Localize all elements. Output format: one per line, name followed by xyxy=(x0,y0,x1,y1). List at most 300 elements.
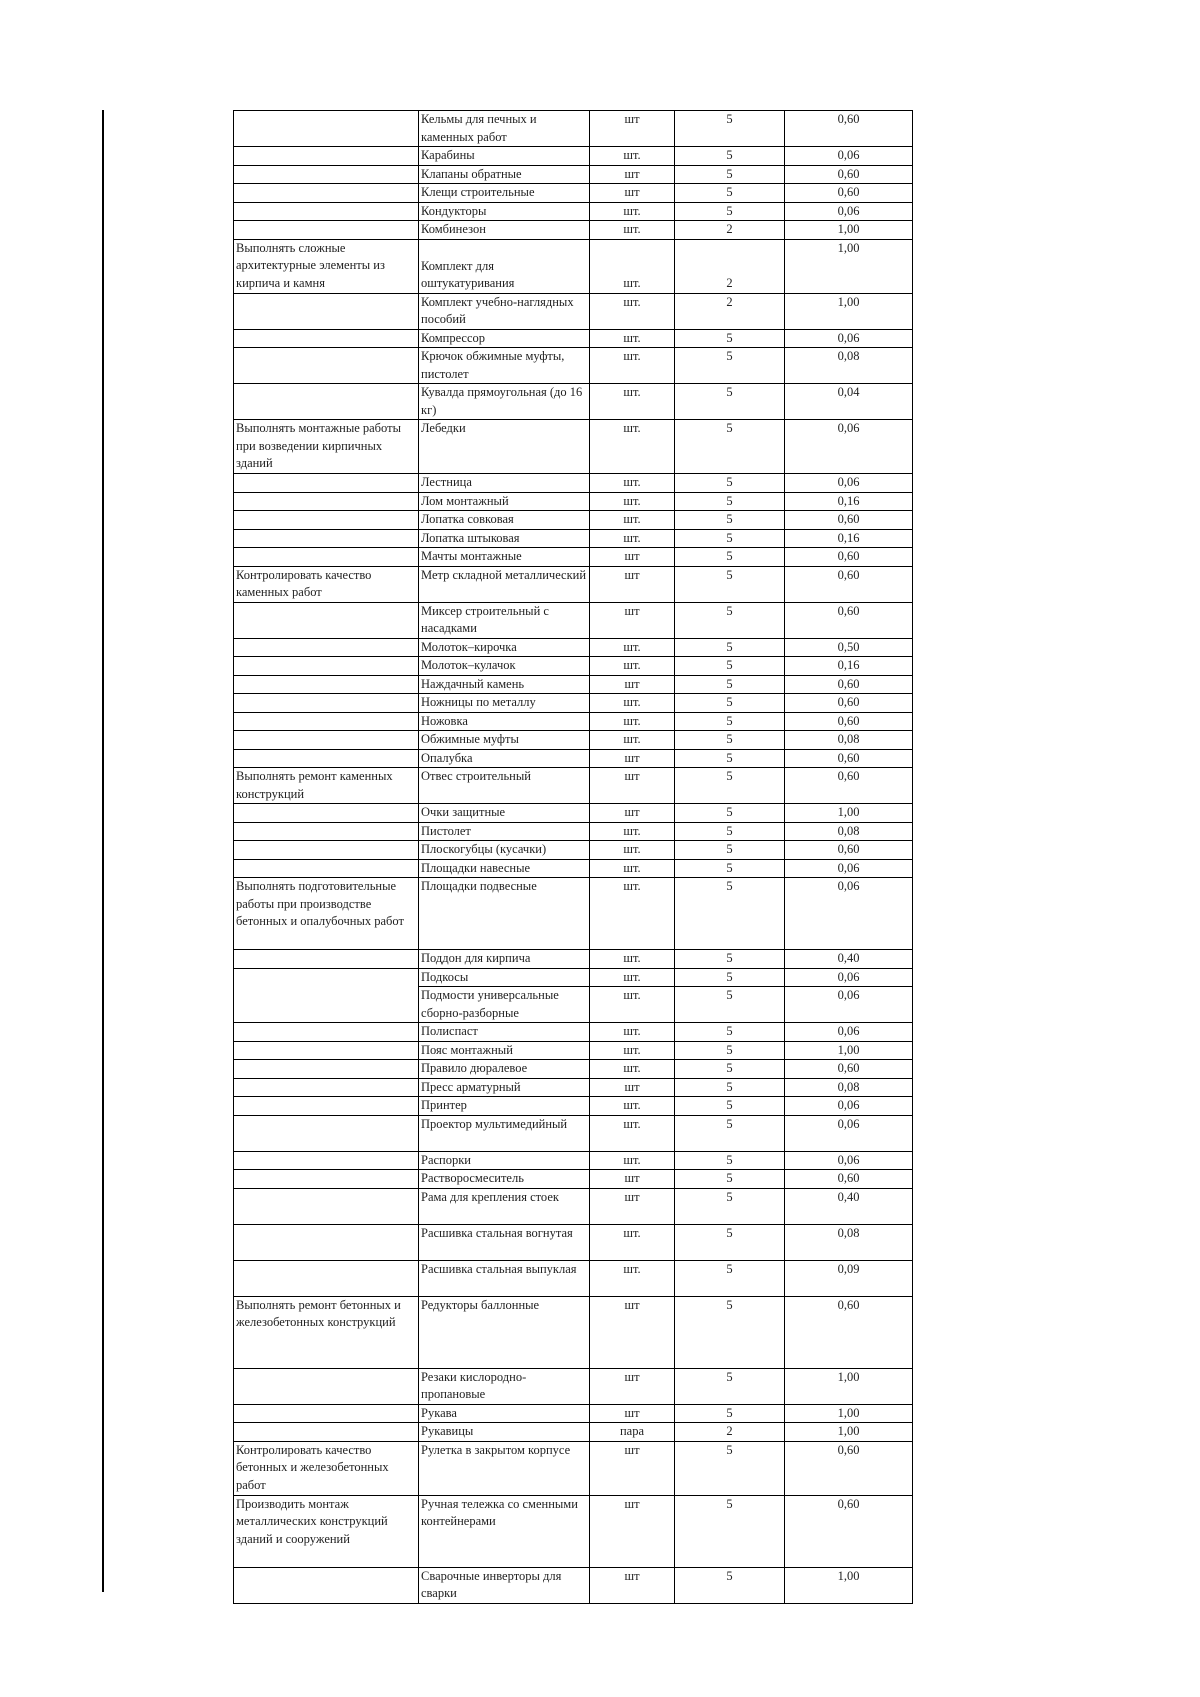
table-row xyxy=(234,804,913,823)
qty-cell: 5 xyxy=(675,602,785,638)
item-cell: Лопатка совковая xyxy=(419,511,590,530)
qty-cell: 5 xyxy=(675,165,785,184)
unit-cell: шт xyxy=(590,675,675,694)
coef-cell: 0,16 xyxy=(785,492,913,511)
item-cell: Поддон для кирпича xyxy=(419,950,590,969)
item-cell: Площадки подвесные xyxy=(419,878,590,950)
unit-cell: шт xyxy=(590,566,675,602)
item-cell: Комплект для оштукатуривания xyxy=(419,239,590,293)
table-row xyxy=(234,111,913,147)
unit-cell: шт. xyxy=(590,420,675,474)
unit-cell: шт. xyxy=(590,221,675,240)
item-cell: Карабины xyxy=(419,147,590,166)
coef-cell: 0,06 xyxy=(785,1151,913,1170)
item-cell: Рулетка в закрытом корпусе xyxy=(419,1441,590,1495)
item-cell: Рукава xyxy=(419,1404,590,1423)
coef-cell: 0,60 xyxy=(785,675,913,694)
unit-cell: шт. xyxy=(590,293,675,329)
unit-cell: шт. xyxy=(590,657,675,676)
qty-cell: 5 xyxy=(675,1060,785,1079)
task-cell xyxy=(234,202,419,221)
task-cell xyxy=(234,1368,419,1404)
unit-cell: шт xyxy=(590,1567,675,1603)
coef-cell: 0,16 xyxy=(785,529,913,548)
item-cell: Полиспаст xyxy=(419,1023,590,1042)
item-cell: Кельмы для печных и каменных работ xyxy=(419,111,590,147)
qty-cell: 5 xyxy=(675,859,785,878)
task-cell xyxy=(234,384,419,420)
qty-cell: 5 xyxy=(675,749,785,768)
item-cell: Рукавицы xyxy=(419,1423,590,1442)
task-cell xyxy=(234,348,419,384)
table-row xyxy=(234,822,913,841)
unit-cell: шт. xyxy=(590,1260,675,1296)
table-row xyxy=(234,968,913,987)
coef-cell: 0,60 xyxy=(785,749,913,768)
qty-cell: 5 xyxy=(675,1441,785,1495)
coef-cell: 0,09 xyxy=(785,1260,913,1296)
coef-cell: 0,60 xyxy=(785,111,913,147)
task-cell xyxy=(234,950,419,969)
task-cell xyxy=(234,1041,419,1060)
table-row xyxy=(234,638,913,657)
table-row xyxy=(234,768,913,804)
table-row xyxy=(234,221,913,240)
item-cell: Подмости универсальные сборно-разборные xyxy=(419,987,590,1023)
qty-cell: 5 xyxy=(675,1023,785,1042)
item-cell: Расшивка стальная вогнутая xyxy=(419,1224,590,1260)
item-cell: Опалубка xyxy=(419,749,590,768)
item-cell: Мачты монтажные xyxy=(419,548,590,567)
unit-cell: шт. xyxy=(590,1023,675,1042)
coef-cell: 0,08 xyxy=(785,822,913,841)
qty-cell: 5 xyxy=(675,657,785,676)
task-cell xyxy=(234,329,419,348)
unit-cell: шт. xyxy=(590,1115,675,1151)
task-cell xyxy=(234,111,419,147)
table-row xyxy=(234,1404,913,1423)
coef-cell: 0,16 xyxy=(785,657,913,676)
coef-cell: 0,06 xyxy=(785,859,913,878)
qty-cell: 5 xyxy=(675,1260,785,1296)
unit-cell: шт. xyxy=(590,529,675,548)
coef-cell: 1,00 xyxy=(785,1041,913,1060)
coef-cell: 0,60 xyxy=(785,768,913,804)
qty-cell: 5 xyxy=(675,548,785,567)
task-cell xyxy=(234,602,419,638)
table-row xyxy=(234,184,913,203)
item-cell: Распорки xyxy=(419,1151,590,1170)
task-cell xyxy=(234,1224,419,1260)
coef-cell: 0,06 xyxy=(785,329,913,348)
item-cell: Очки защитные xyxy=(419,804,590,823)
unit-cell: шт. xyxy=(590,239,675,293)
qty-cell: 2 xyxy=(675,1423,785,1442)
item-cell: Принтер xyxy=(419,1097,590,1116)
item-cell: Лопатка штыковая xyxy=(419,529,590,548)
coef-cell: 0,08 xyxy=(785,731,913,750)
coef-cell: 0,60 xyxy=(785,1060,913,1079)
unit-cell: шт. xyxy=(590,1224,675,1260)
unit-cell: шт. xyxy=(590,329,675,348)
qty-cell: 5 xyxy=(675,638,785,657)
table-row xyxy=(234,348,913,384)
item-cell: Обжимные муфты xyxy=(419,731,590,750)
table-row xyxy=(234,147,913,166)
task-cell xyxy=(234,822,419,841)
table-row xyxy=(234,474,913,493)
unit-cell: пара xyxy=(590,1423,675,1442)
table-row xyxy=(234,1441,913,1495)
item-cell: Крючок обжимные муфты, пистолет xyxy=(419,348,590,384)
coef-cell: 0,06 xyxy=(785,420,913,474)
coef-cell: 0,60 xyxy=(785,1495,913,1567)
table-row xyxy=(234,1260,913,1296)
coef-cell: 0,08 xyxy=(785,348,913,384)
qty-cell: 5 xyxy=(675,1567,785,1603)
qty-cell: 5 xyxy=(675,420,785,474)
coef-cell: 0,06 xyxy=(785,474,913,493)
task-cell xyxy=(234,1097,419,1116)
item-cell: Комплект учебно-наглядных пособий xyxy=(419,293,590,329)
item-cell: Пистолет xyxy=(419,822,590,841)
unit-cell: шт. xyxy=(590,1097,675,1116)
item-cell: Лебедки xyxy=(419,420,590,474)
item-cell: Молоток–кулачок xyxy=(419,657,590,676)
unit-cell: шт xyxy=(590,1495,675,1567)
task-cell xyxy=(234,968,419,1023)
coef-cell: 0,60 xyxy=(785,548,913,567)
unit-cell: шт. xyxy=(590,348,675,384)
unit-cell: шт. xyxy=(590,731,675,750)
task-cell: Выполнять монтажные работы при возведении кирпичных зданий xyxy=(234,420,419,474)
task-cell: Контролировать качество каменных работ xyxy=(234,566,419,602)
coef-cell: 0,60 xyxy=(785,712,913,731)
unit-cell: шт xyxy=(590,1368,675,1404)
item-cell: Кондукторы xyxy=(419,202,590,221)
item-cell: Метр складной металлический xyxy=(419,566,590,602)
qty-cell: 5 xyxy=(675,675,785,694)
task-cell xyxy=(234,1188,419,1224)
item-cell: Плоскогубцы (кусачки) xyxy=(419,841,590,860)
item-cell: Молоток–кирочка xyxy=(419,638,590,657)
qty-cell: 5 xyxy=(675,1296,785,1368)
table-row xyxy=(234,1170,913,1189)
table-row xyxy=(234,529,913,548)
coef-cell: 0,08 xyxy=(785,1224,913,1260)
table-row xyxy=(234,712,913,731)
unit-cell: шт. xyxy=(590,384,675,420)
unit-cell: шт. xyxy=(590,1041,675,1060)
task-cell: Выполнять подготовительные работы при производстве бетонных и опалубочных работ xyxy=(234,878,419,950)
coef-cell: 0,06 xyxy=(785,1023,913,1042)
qty-cell: 5 xyxy=(675,1495,785,1567)
coef-cell: 0,60 xyxy=(785,1441,913,1495)
table-row xyxy=(234,239,913,293)
table-row xyxy=(234,749,913,768)
qty-cell: 5 xyxy=(675,694,785,713)
task-cell xyxy=(234,147,419,166)
unit-cell: шт. xyxy=(590,841,675,860)
unit-cell: шт. xyxy=(590,511,675,530)
qty-cell: 2 xyxy=(675,221,785,240)
table-row xyxy=(234,384,913,420)
coef-cell: 0,60 xyxy=(785,165,913,184)
table-row xyxy=(234,1423,913,1442)
coef-cell: 0,60 xyxy=(785,566,913,602)
unit-cell: шт. xyxy=(590,878,675,950)
coef-cell: 0,06 xyxy=(785,987,913,1023)
task-cell xyxy=(234,731,419,750)
task-cell xyxy=(234,841,419,860)
equipment-table xyxy=(233,110,913,1604)
item-cell: Резаки кислородно-пропановые xyxy=(419,1368,590,1404)
task-cell xyxy=(234,1023,419,1042)
coef-cell: 0,08 xyxy=(785,1078,913,1097)
qty-cell: 5 xyxy=(675,1188,785,1224)
coef-cell: 0,06 xyxy=(785,878,913,950)
table-row xyxy=(234,1224,913,1260)
task-cell xyxy=(234,184,419,203)
table-row xyxy=(234,492,913,511)
qty-cell: 2 xyxy=(675,239,785,293)
table-row xyxy=(234,1115,913,1151)
unit-cell: шт xyxy=(590,602,675,638)
task-cell: Контролировать качество бетонных и железобетонных работ xyxy=(234,1441,419,1495)
coef-cell: 0,50 xyxy=(785,638,913,657)
item-cell: Расшивка стальная выпуклая xyxy=(419,1260,590,1296)
coef-cell: 1,00 xyxy=(785,239,913,293)
item-cell: Сварочные инверторы для сварки xyxy=(419,1567,590,1603)
coef-cell: 1,00 xyxy=(785,1567,913,1603)
task-cell xyxy=(234,1567,419,1603)
task-cell xyxy=(234,694,419,713)
unit-cell: шт xyxy=(590,548,675,567)
qty-cell: 5 xyxy=(675,566,785,602)
item-cell: Рама для крепления стоек xyxy=(419,1188,590,1224)
task-cell xyxy=(234,1423,419,1442)
unit-cell: шт. xyxy=(590,492,675,511)
table-row xyxy=(234,1097,913,1116)
item-cell: Площадки навесные xyxy=(419,859,590,878)
table-row xyxy=(234,1188,913,1224)
coef-cell: 0,60 xyxy=(785,602,913,638)
qty-cell: 5 xyxy=(675,1151,785,1170)
qty-cell: 5 xyxy=(675,511,785,530)
unit-cell: шт. xyxy=(590,202,675,221)
coef-cell: 0,40 xyxy=(785,950,913,969)
unit-cell: шт. xyxy=(590,987,675,1023)
unit-cell: шт. xyxy=(590,1060,675,1079)
qty-cell: 5 xyxy=(675,1170,785,1189)
coef-cell: 0,06 xyxy=(785,1097,913,1116)
unit-cell: шт. xyxy=(590,694,675,713)
qty-cell: 5 xyxy=(675,474,785,493)
coef-cell: 0,60 xyxy=(785,694,913,713)
qty-cell: 5 xyxy=(675,987,785,1023)
qty-cell: 5 xyxy=(675,712,785,731)
table-row xyxy=(234,1567,913,1603)
item-cell: Кувалда прямоугольная (до 16 кг) xyxy=(419,384,590,420)
qty-cell: 5 xyxy=(675,529,785,548)
task-cell xyxy=(234,165,419,184)
unit-cell: шт. xyxy=(590,147,675,166)
page-margin-line xyxy=(102,110,104,1592)
unit-cell: шт. xyxy=(590,638,675,657)
qty-cell: 5 xyxy=(675,1097,785,1116)
item-cell: Лом монтажный xyxy=(419,492,590,511)
item-cell: Комбинезон xyxy=(419,221,590,240)
unit-cell: шт xyxy=(590,111,675,147)
task-cell xyxy=(234,1170,419,1189)
item-cell: Подкосы xyxy=(419,968,590,987)
qty-cell: 5 xyxy=(675,492,785,511)
task-cell xyxy=(234,492,419,511)
coef-cell: 0,60 xyxy=(785,841,913,860)
qty-cell: 5 xyxy=(675,1224,785,1260)
item-cell: Ручная тележка со сменными контейнерами xyxy=(419,1495,590,1567)
unit-cell: шт xyxy=(590,1170,675,1189)
table-row xyxy=(234,1296,913,1368)
coef-cell: 0,06 xyxy=(785,1115,913,1151)
item-cell: Наждачный камень xyxy=(419,675,590,694)
qty-cell: 5 xyxy=(675,202,785,221)
unit-cell: шт xyxy=(590,165,675,184)
qty-cell: 2 xyxy=(675,293,785,329)
coef-cell: 1,00 xyxy=(785,1404,913,1423)
task-cell xyxy=(234,511,419,530)
table-row xyxy=(234,165,913,184)
qty-cell: 5 xyxy=(675,184,785,203)
qty-cell: 5 xyxy=(675,1404,785,1423)
unit-cell: шт. xyxy=(590,474,675,493)
item-cell: Проектор мультимедийный xyxy=(419,1115,590,1151)
task-cell xyxy=(234,657,419,676)
table-row xyxy=(234,859,913,878)
unit-cell: шт xyxy=(590,1078,675,1097)
qty-cell: 5 xyxy=(675,1041,785,1060)
task-cell xyxy=(234,221,419,240)
task-cell xyxy=(234,1404,419,1423)
unit-cell: шт. xyxy=(590,1151,675,1170)
table-row xyxy=(234,511,913,530)
table-row xyxy=(234,1368,913,1404)
task-cell xyxy=(234,474,419,493)
qty-cell: 5 xyxy=(675,1115,785,1151)
unit-cell: шт. xyxy=(590,968,675,987)
item-cell: Отвес строительный xyxy=(419,768,590,804)
item-cell: Ножовка xyxy=(419,712,590,731)
table-row xyxy=(234,1041,913,1060)
task-cell xyxy=(234,293,419,329)
task-cell xyxy=(234,749,419,768)
coef-cell: 0,06 xyxy=(785,968,913,987)
unit-cell: шт. xyxy=(590,859,675,878)
item-cell: Лестница xyxy=(419,474,590,493)
task-cell: Выполнять ремонт бетонных и железобетонных конструкций xyxy=(234,1296,419,1368)
unit-cell: шт xyxy=(590,804,675,823)
qty-cell: 5 xyxy=(675,768,785,804)
unit-cell: шт xyxy=(590,768,675,804)
coef-cell: 1,00 xyxy=(785,1423,913,1442)
coef-cell: 0,60 xyxy=(785,1170,913,1189)
qty-cell: 5 xyxy=(675,348,785,384)
task-cell xyxy=(234,1115,419,1151)
coef-cell: 1,00 xyxy=(785,1368,913,1404)
table-row xyxy=(234,1151,913,1170)
item-cell: Клещи строительные xyxy=(419,184,590,203)
qty-cell: 5 xyxy=(675,822,785,841)
table-row xyxy=(234,657,913,676)
task-cell xyxy=(234,1260,419,1296)
table-row xyxy=(234,1078,913,1097)
coef-cell: 0,40 xyxy=(785,1188,913,1224)
item-cell: Растворосмеситель xyxy=(419,1170,590,1189)
table-row xyxy=(234,675,913,694)
task-cell xyxy=(234,1060,419,1079)
qty-cell: 5 xyxy=(675,950,785,969)
qty-cell: 5 xyxy=(675,384,785,420)
qty-cell: 5 xyxy=(675,1078,785,1097)
coef-cell: 0,06 xyxy=(785,202,913,221)
unit-cell: шт xyxy=(590,184,675,203)
unit-cell: шт xyxy=(590,1188,675,1224)
table-row xyxy=(234,731,913,750)
task-cell xyxy=(234,712,419,731)
qty-cell: 5 xyxy=(675,1368,785,1404)
item-cell: Компрессор xyxy=(419,329,590,348)
table-row xyxy=(234,420,913,474)
qty-cell: 5 xyxy=(675,804,785,823)
task-cell xyxy=(234,529,419,548)
item-cell: Редукторы баллонные xyxy=(419,1296,590,1368)
table-row xyxy=(234,548,913,567)
item-cell: Правило дюралевое xyxy=(419,1060,590,1079)
qty-cell: 5 xyxy=(675,841,785,860)
coef-cell: 0,60 xyxy=(785,1296,913,1368)
task-cell xyxy=(234,804,419,823)
coef-cell: 0,60 xyxy=(785,511,913,530)
table-row xyxy=(234,329,913,348)
table-row xyxy=(234,602,913,638)
coef-cell: 0,06 xyxy=(785,147,913,166)
table-row xyxy=(234,878,913,950)
item-cell: Миксер строительный с насадками xyxy=(419,602,590,638)
qty-cell: 5 xyxy=(675,111,785,147)
task-cell: Производить монтаж металлических конструкций зданий и сооружений xyxy=(234,1495,419,1567)
unit-cell: шт xyxy=(590,749,675,768)
table-row xyxy=(234,694,913,713)
table-row xyxy=(234,293,913,329)
coef-cell: 1,00 xyxy=(785,293,913,329)
table-row xyxy=(234,841,913,860)
table-row xyxy=(234,1495,913,1567)
unit-cell: шт. xyxy=(590,822,675,841)
coef-cell: 0,60 xyxy=(785,184,913,203)
table-row xyxy=(234,566,913,602)
table-row xyxy=(234,950,913,969)
qty-cell: 5 xyxy=(675,147,785,166)
qty-cell: 5 xyxy=(675,731,785,750)
table-row xyxy=(234,1060,913,1079)
coef-cell: 0,04 xyxy=(785,384,913,420)
item-cell: Клапаны обратные xyxy=(419,165,590,184)
unit-cell: шт. xyxy=(590,950,675,969)
task-cell xyxy=(234,859,419,878)
qty-cell: 5 xyxy=(675,878,785,950)
qty-cell: 5 xyxy=(675,329,785,348)
unit-cell: шт xyxy=(590,1404,675,1423)
